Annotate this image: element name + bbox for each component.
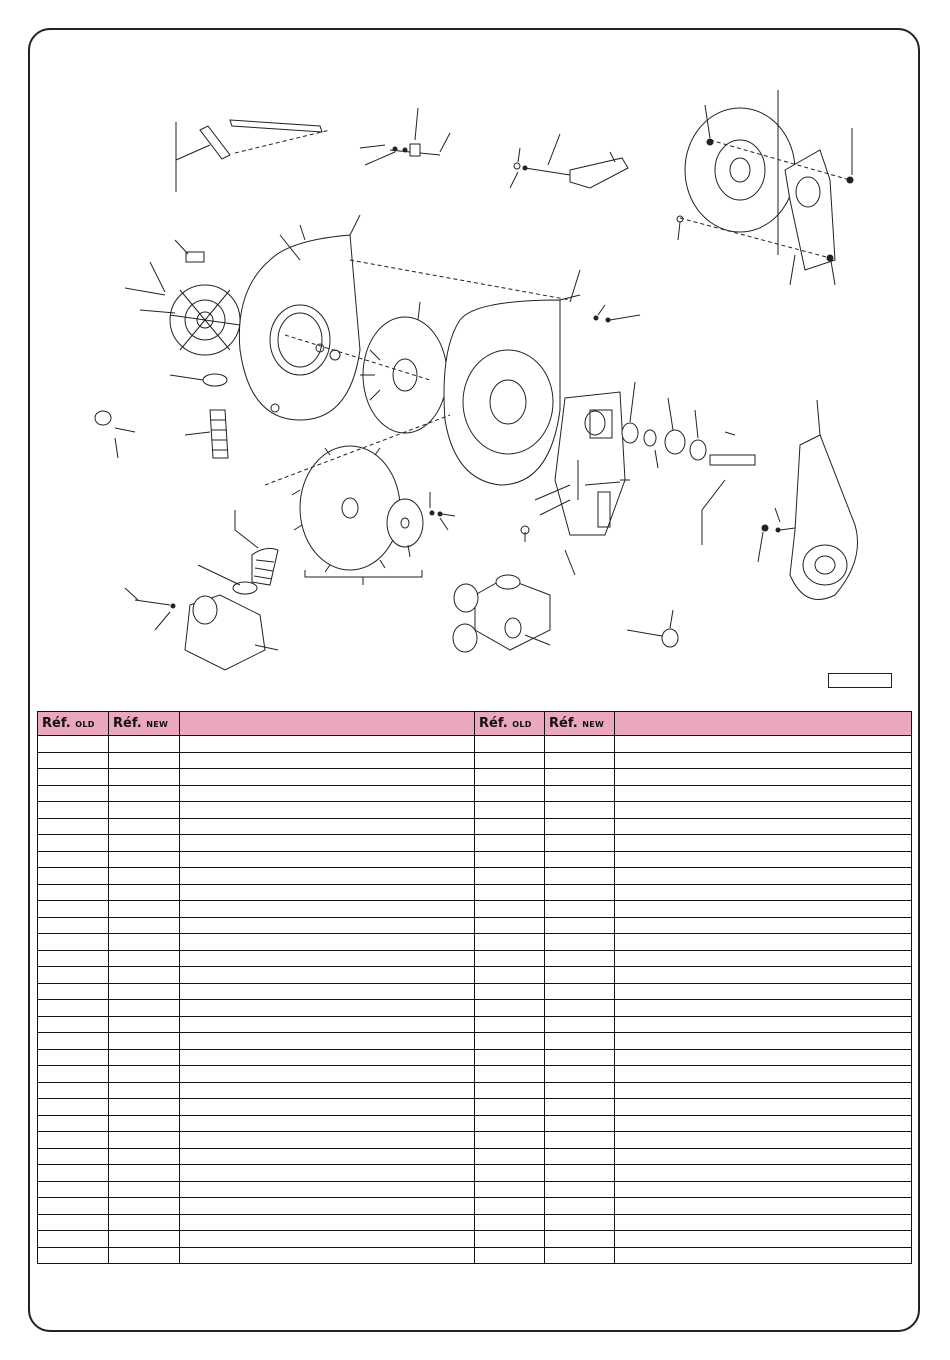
table-cell: [180, 1049, 475, 1066]
table-cell: [475, 851, 545, 868]
small-cap-lower-right: [627, 610, 678, 647]
table-cell: [615, 1132, 912, 1149]
table-cell: [38, 950, 109, 967]
table-cell: [38, 1049, 109, 1066]
lower-elbow-box: [125, 588, 278, 670]
table-cell: [615, 884, 912, 901]
table-cell: [109, 1000, 180, 1017]
table-cell: [475, 752, 545, 769]
table-cell: [109, 1082, 180, 1099]
table-cell: [615, 1231, 912, 1248]
table-cell: [38, 1000, 109, 1017]
reference-code-box: [828, 673, 892, 688]
table-cell: [545, 1000, 615, 1017]
table-cell: [109, 835, 180, 852]
table-cell: [545, 1099, 615, 1116]
table-cell: [109, 1247, 180, 1264]
table-cell: [475, 967, 545, 984]
table-cell: [180, 785, 475, 802]
table-cell: [109, 868, 180, 885]
header-ref-old-right: Réf. OLD: [475, 712, 545, 736]
table-cell: [545, 851, 615, 868]
table-cell: [180, 884, 475, 901]
table-cell: [615, 1115, 912, 1132]
table-cell: [180, 1165, 475, 1182]
table-row: [38, 1033, 912, 1050]
table-cell: [38, 1231, 109, 1248]
table-cell: [545, 769, 615, 786]
table-cell: [545, 934, 615, 951]
table-cell: [475, 901, 545, 918]
table-cell: [475, 1066, 545, 1083]
table-cell: [180, 1016, 475, 1033]
table-cell: [38, 1033, 109, 1050]
table-cell: [475, 1198, 545, 1215]
outlet-turbine: [125, 240, 240, 355]
table-cell: [475, 1181, 545, 1198]
table-cell: [180, 851, 475, 868]
table-cell: [615, 752, 912, 769]
table-cell: [109, 785, 180, 802]
table-cell: [475, 736, 545, 753]
table-cell: [615, 802, 912, 819]
table-row: [38, 868, 912, 885]
table-cell: [38, 967, 109, 984]
table-cell: [180, 1033, 475, 1050]
table-row: [38, 1099, 912, 1116]
table-cell: [180, 1214, 475, 1231]
table-cell: [109, 950, 180, 967]
table-cell: [545, 1066, 615, 1083]
table-row: [38, 1181, 912, 1198]
table-cell: [545, 1231, 615, 1248]
table-row: [38, 983, 912, 1000]
table-cell: [38, 1066, 109, 1083]
multi-outlet-junction: [453, 575, 550, 652]
table-row: [38, 818, 912, 835]
table-cell: [180, 934, 475, 951]
table-cell: [475, 983, 545, 1000]
table-cell: [545, 1049, 615, 1066]
table-cell: [475, 1165, 545, 1182]
table-row: [38, 835, 912, 852]
table-cell: [615, 1000, 912, 1017]
disc-grouping-bracket: [305, 570, 422, 585]
table-cell: [180, 1198, 475, 1215]
small-cap-left: [95, 411, 135, 458]
table-cell: [545, 1082, 615, 1099]
table-cell: [38, 1247, 109, 1264]
table-cell: [38, 934, 109, 951]
table-cell: [180, 1148, 475, 1165]
table-cell: [180, 736, 475, 753]
table-cell: [38, 769, 109, 786]
table-cell: [38, 983, 109, 1000]
table-cell: [545, 967, 615, 984]
table-cell: [475, 1247, 545, 1264]
table-cell: [475, 1148, 545, 1165]
bearings-and-shaft: [622, 382, 755, 545]
table-cell: [615, 1099, 912, 1116]
table-cell: [615, 983, 912, 1000]
table-row: [38, 1132, 912, 1149]
table-cell: [180, 967, 475, 984]
table-cell: [615, 1165, 912, 1182]
table-row: [38, 1214, 912, 1231]
table-cell: [180, 1231, 475, 1248]
table-cell: [545, 1016, 615, 1033]
table-row: [38, 1231, 912, 1248]
clamp-and-hose: [170, 374, 228, 458]
table-row: [38, 1247, 912, 1264]
table-cell: [38, 901, 109, 918]
small-hub-disc: [387, 492, 455, 557]
table-cell: [38, 851, 109, 868]
table-cell: [180, 901, 475, 918]
table-cell: [109, 1016, 180, 1033]
table-row: [38, 1082, 912, 1099]
blade-disc: [265, 415, 450, 572]
table-cell: [615, 901, 912, 918]
table-row: [38, 1049, 912, 1066]
table-cell: [109, 1049, 180, 1066]
table-row: [38, 934, 912, 951]
table-row: [38, 736, 912, 753]
table-cell: [109, 1132, 180, 1149]
table-cell: [545, 901, 615, 918]
table-cell: [475, 868, 545, 885]
table-row: [38, 917, 912, 934]
header-description-right: [615, 712, 912, 736]
table-cell: [38, 818, 109, 835]
table-cell: [38, 1214, 109, 1231]
table-cell: [545, 736, 615, 753]
table-cell: [38, 736, 109, 753]
table-cell: [475, 785, 545, 802]
table-cell: [38, 1099, 109, 1116]
table-cell: [109, 769, 180, 786]
table-cell: [615, 868, 912, 885]
table-cell: [180, 950, 475, 967]
table-cell: [545, 1198, 615, 1215]
table-cell: [109, 934, 180, 951]
table-cell: [38, 1181, 109, 1198]
table-cell: [180, 818, 475, 835]
table-cell: [475, 1115, 545, 1132]
table-cell: [180, 802, 475, 819]
table-cell: [475, 835, 545, 852]
table-cell: [475, 884, 545, 901]
table-cell: [109, 1181, 180, 1198]
table-cell: [475, 1082, 545, 1099]
table-cell: [615, 1198, 912, 1215]
table-cell: [38, 835, 109, 852]
belt-guard-right: [758, 400, 858, 600]
table-row: [38, 1066, 912, 1083]
table-cell: [475, 1049, 545, 1066]
table-cell: [180, 1132, 475, 1149]
table-cell: [475, 1214, 545, 1231]
table-cell: [615, 967, 912, 984]
table-cell: [475, 1132, 545, 1149]
table-cell: [615, 1247, 912, 1264]
table-row: [38, 802, 912, 819]
table-row: [38, 785, 912, 802]
table-cell: [38, 1198, 109, 1215]
table-row: [38, 950, 912, 967]
table-cell: [180, 1000, 475, 1017]
table-cell: [475, 802, 545, 819]
table-cell: [615, 1049, 912, 1066]
table-row: [38, 1165, 912, 1182]
table-cell: [180, 917, 475, 934]
table-cell: [38, 752, 109, 769]
table-cell: [545, 818, 615, 835]
table-cell: [545, 1165, 615, 1182]
table-cell: [38, 1148, 109, 1165]
motor-flange-assembly: [677, 90, 853, 285]
table-cell: [545, 1247, 615, 1264]
table-cell: [475, 1231, 545, 1248]
table-cell: [475, 1099, 545, 1116]
table-cell: [180, 752, 475, 769]
table-cell: [615, 950, 912, 967]
table-cell: [475, 950, 545, 967]
table-cell: [180, 1115, 475, 1132]
table-row: [38, 851, 912, 868]
table-cell: [545, 1148, 615, 1165]
table-cell: [615, 1082, 912, 1099]
header-description-left: [180, 712, 475, 736]
table-cell: [109, 901, 180, 918]
parts-list-table: [37, 711, 912, 1264]
table-cell: [545, 1115, 615, 1132]
table-cell: [545, 835, 615, 852]
table-cell: [38, 868, 109, 885]
table-cell: [109, 1198, 180, 1215]
table-cell: [545, 1181, 615, 1198]
table-cell: [109, 736, 180, 753]
table-cell: [545, 802, 615, 819]
table-header-row: [38, 712, 912, 736]
table-cell: [109, 1148, 180, 1165]
table-cell: [615, 1066, 912, 1083]
table-cell: [615, 851, 912, 868]
table-cell: [109, 1033, 180, 1050]
header-ref-new-right: Réf. NEW: [545, 712, 615, 736]
table-cell: [180, 1066, 475, 1083]
table-cell: [615, 1148, 912, 1165]
table-cell: [180, 1247, 475, 1264]
table-cell: [615, 1033, 912, 1050]
table-cell: [545, 785, 615, 802]
table-cell: [545, 950, 615, 967]
table-cell: [109, 917, 180, 934]
table-row: [38, 1016, 912, 1033]
table-cell: [615, 769, 912, 786]
table-cell: [38, 1115, 109, 1132]
table-cell: [38, 917, 109, 934]
table-cell: [545, 1214, 615, 1231]
table-cell: [38, 1016, 109, 1033]
table-cell: [545, 752, 615, 769]
table-cell: [109, 1099, 180, 1116]
table-cell: [615, 917, 912, 934]
table-cell: [180, 1099, 475, 1116]
header-ref-old-left: Réf. OLD: [38, 712, 109, 736]
table-cell: [109, 1231, 180, 1248]
table-cell: [180, 983, 475, 1000]
table-cell: [38, 1132, 109, 1149]
parts-table-body: [38, 736, 912, 1264]
table-cell: [109, 752, 180, 769]
table-cell: [109, 983, 180, 1000]
table-cell: [475, 769, 545, 786]
table-cell: [109, 818, 180, 835]
table-cell: [109, 851, 180, 868]
table-row: [38, 1198, 912, 1215]
table-cell: [475, 818, 545, 835]
table-cell: [615, 934, 912, 951]
table-cell: [109, 1165, 180, 1182]
table-cell: [475, 1016, 545, 1033]
exploded-parts-diagram: [30, 30, 918, 700]
table-cell: [109, 967, 180, 984]
lower-hose: [198, 510, 278, 594]
table-cell: [109, 802, 180, 819]
table-cell: [38, 802, 109, 819]
table-cell: [180, 868, 475, 885]
belt-guard-top: [510, 134, 628, 188]
table-cell: [38, 1082, 109, 1099]
table-cell: [475, 1033, 545, 1050]
table-cell: [615, 1016, 912, 1033]
table-row: [38, 752, 912, 769]
table-cell: [615, 1214, 912, 1231]
table-cell: [38, 884, 109, 901]
table-cell: [545, 1033, 615, 1050]
table-cell: [180, 1181, 475, 1198]
table-cell: [545, 1132, 615, 1149]
table-cell: [180, 1082, 475, 1099]
table-row: [38, 1000, 912, 1017]
table-cell: [109, 1115, 180, 1132]
table-cell: [545, 917, 615, 934]
table-row: [38, 884, 912, 901]
table-cell: [615, 818, 912, 835]
table-cell: [475, 934, 545, 951]
bolt-set-top: [360, 108, 450, 165]
table-cell: [615, 835, 912, 852]
table-cell: [615, 785, 912, 802]
table-cell: [38, 1165, 109, 1182]
table-cell: [545, 884, 615, 901]
table-cell: [109, 1214, 180, 1231]
table-cell: [109, 1066, 180, 1083]
table-cell: [615, 1181, 912, 1198]
table-row: [38, 967, 912, 984]
table-cell: [109, 884, 180, 901]
table-cell: [180, 835, 475, 852]
table-cell: [475, 917, 545, 934]
fan-housing-left: [239, 215, 360, 420]
header-ref-new-left: Réf. NEW: [109, 712, 180, 736]
table-cell: [545, 868, 615, 885]
mounting-bracket: [176, 120, 330, 192]
table-cell: [38, 785, 109, 802]
table-row: [38, 1148, 912, 1165]
table-cell: [615, 736, 912, 753]
table-row: [38, 769, 912, 786]
table-cell: [545, 983, 615, 1000]
table-row: [38, 901, 912, 918]
table-row: [38, 1115, 912, 1132]
table-cell: [180, 769, 475, 786]
table-cell: [475, 1000, 545, 1017]
